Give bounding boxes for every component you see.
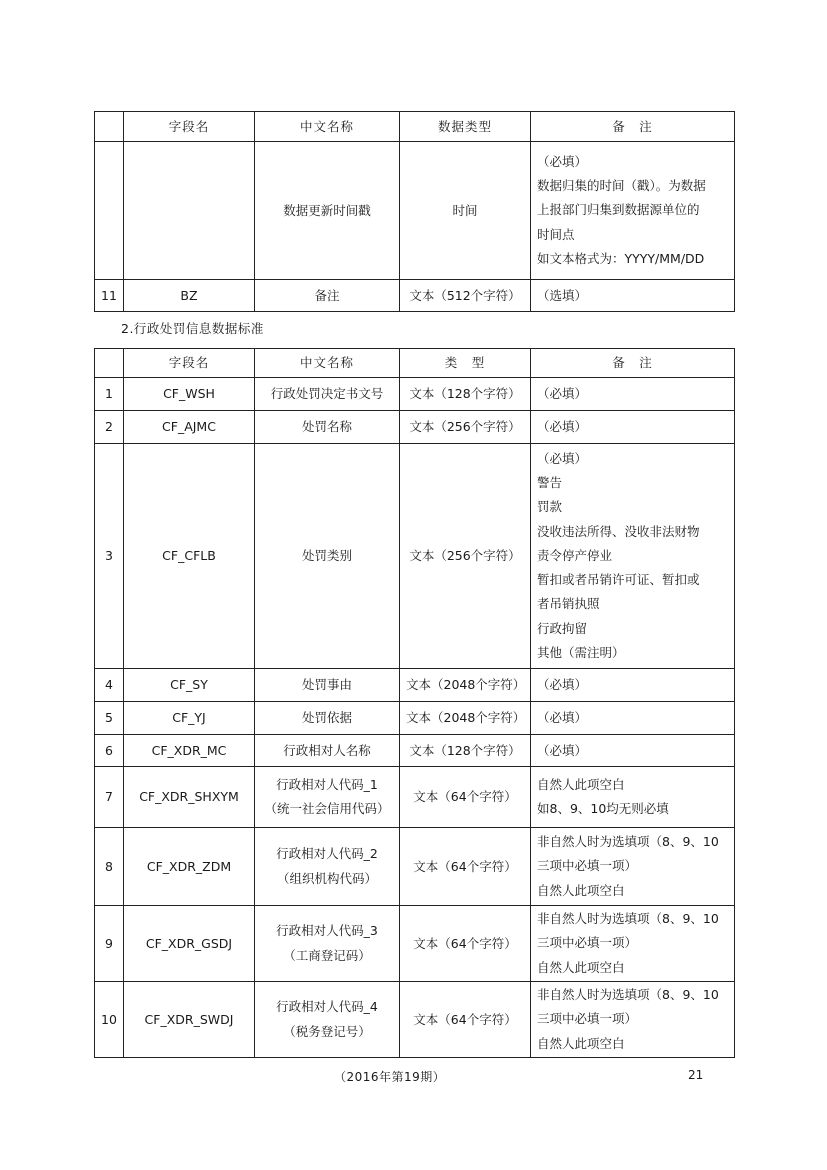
row-seq: [95, 142, 124, 280]
remark-line: 没收违法所得、没收非法财物: [537, 523, 700, 539]
row-chinese-name: 行政处罚决定书文号: [255, 378, 400, 411]
row-chinese-name: 备注: [255, 280, 400, 312]
remark-line: 三项中必填一项）: [537, 858, 638, 874]
name-line: 行政相对人代码_2: [276, 846, 378, 862]
remark-line: （必填）: [537, 153, 588, 169]
row-seq: 4: [95, 669, 124, 702]
table-row: [95, 735, 735, 767]
row-remark: （选填）: [531, 280, 735, 312]
table-header-row: [95, 112, 735, 142]
remark-line: 三项中必填一项）: [537, 935, 638, 951]
data-standard-table-continued: [94, 111, 735, 312]
header-data-type: 数据类型: [400, 112, 531, 142]
row-chinese-name: [255, 906, 400, 982]
table-row: [95, 828, 735, 906]
table-row: [95, 280, 735, 312]
name-line: （组织机构代码）: [276, 870, 377, 886]
header-chinese-name: 中文名称: [255, 112, 400, 142]
table-row: [95, 702, 735, 735]
row-remark: [531, 142, 735, 280]
row-field-name: CF_XDR_SHXYM: [124, 767, 255, 828]
row-chinese-name: 处罚事由: [255, 669, 400, 702]
remark-line: 责令停产停业: [537, 547, 613, 563]
remark-line: 数据归集的时间（戳）。为数据: [537, 178, 706, 194]
remark-line: 自然人此项空白: [537, 882, 625, 898]
row-seq: 1: [95, 378, 124, 411]
name-line: 行政相对人代码_3: [276, 923, 378, 939]
table-row: [95, 669, 735, 702]
remark-line: 如文本格式为：YYYY/MM/DD: [537, 250, 705, 266]
row-remark: （必填）: [531, 378, 735, 411]
row-chinese-name: 处罚类别: [255, 444, 400, 669]
header-chinese-name: 中文名称: [255, 349, 400, 378]
row-type: 文本（64个字符）: [400, 767, 531, 828]
header-field-name: 字段名: [124, 349, 255, 378]
remark-line: 行政拘留: [537, 620, 588, 636]
name-line: （工商登记码）: [283, 947, 371, 963]
remark-line: 时间点: [537, 226, 575, 242]
row-type: 文本（256个字符）: [400, 411, 531, 444]
row-remark: [531, 767, 735, 828]
row-chinese-name: [255, 828, 400, 906]
row-field-name: BZ: [124, 280, 255, 312]
row-field-name: [124, 142, 255, 280]
row-type: 文本（256个字符）: [400, 444, 531, 669]
header-seq: [95, 112, 124, 142]
remark-line: 罚款: [537, 499, 563, 515]
remark-line: 非自然人时为选填项（8、9、10: [537, 987, 719, 1003]
row-remark: （必填）: [531, 669, 735, 702]
table-row: [95, 378, 735, 411]
row-chinese-name: [255, 982, 400, 1058]
row-field-name: CF_XDR_ZDM: [124, 828, 255, 906]
name-line: 行政相对人代码_1: [276, 776, 378, 792]
name-line: （税务登记号）: [283, 1023, 371, 1039]
row-field-name: CF_AJMC: [124, 411, 255, 444]
footer-issue-label: （2016年第19期）: [334, 1070, 446, 1084]
row-seq: 3: [95, 444, 124, 669]
row-remark: [531, 906, 735, 982]
remark-line: （必填）: [537, 450, 588, 466]
row-chinese-name: [255, 767, 400, 828]
table-row: [95, 906, 735, 982]
remark-line: 如8、9、10均无则必填: [537, 801, 669, 816]
penalty-data-standard-table: [94, 348, 735, 1058]
header-remark: 备 注: [531, 349, 735, 378]
row-type: 文本（128个字符）: [400, 378, 531, 411]
row-type: 时间: [400, 142, 531, 280]
header-type: 类 型: [400, 349, 531, 378]
row-type: 文本（64个字符）: [400, 828, 531, 906]
row-type: 文本（64个字符）: [400, 906, 531, 982]
remark-line: 自然人此项空白: [537, 1035, 625, 1051]
remark-line: 其他（需注明）: [537, 645, 625, 661]
remark-line: 三项中必填一项）: [537, 1011, 638, 1027]
header-field-name: 字段名: [124, 112, 255, 142]
table-row: [95, 767, 735, 828]
table-row: [95, 411, 735, 444]
row-seq: 6: [95, 735, 124, 767]
row-seq: 10: [95, 982, 124, 1058]
row-field-name: CF_XDR_SWDJ: [124, 982, 255, 1058]
row-chinese-name: 数据更新时间戳: [255, 142, 400, 280]
row-type: 文本（2048个字符）: [400, 702, 531, 735]
remark-line: 自然人此项空白: [537, 776, 625, 792]
row-type: 文本（128个字符）: [400, 735, 531, 767]
row-type: 文本（2048个字符）: [400, 669, 531, 702]
row-chinese-name: 处罚依据: [255, 702, 400, 735]
row-seq: 11: [95, 280, 124, 312]
row-field-name: CF_WSH: [124, 378, 255, 411]
row-field-name: CF_YJ: [124, 702, 255, 735]
remark-line: 自然人此项空白: [537, 959, 625, 975]
row-seq: 9: [95, 906, 124, 982]
page-number: 21: [688, 1068, 704, 1082]
remark-line: 警告: [537, 474, 563, 490]
remark-line: 非自然人时为选填项（8、9、10: [537, 911, 719, 927]
header-remark: 备 注: [531, 112, 735, 142]
row-remark: [531, 444, 735, 669]
row-remark: （必填）: [531, 702, 735, 735]
row-type: 文本（512个字符）: [400, 280, 531, 312]
remark-line: 暂扣或者吊销许可证、暂扣或: [537, 572, 700, 588]
remark-line: 者吊销执照: [537, 596, 600, 612]
row-chinese-name: 处罚名称: [255, 411, 400, 444]
row-seq: 5: [95, 702, 124, 735]
row-chinese-name: 行政相对人名称: [255, 735, 400, 767]
header-seq: [95, 349, 124, 378]
row-field-name: CF_CFLB: [124, 444, 255, 669]
row-type: 文本（64个字符）: [400, 982, 531, 1058]
table-row: [95, 444, 735, 669]
row-field-name: CF_SY: [124, 669, 255, 702]
section-heading: 2.行政处罚信息数据标准: [121, 321, 264, 336]
row-field-name: CF_XDR_MC: [124, 735, 255, 767]
remark-line: 上报部门归集到数据源单位的: [537, 202, 700, 218]
name-line: （统一社会信用代码）: [264, 801, 390, 816]
row-field-name: CF_XDR_GSDJ: [124, 906, 255, 982]
remark-line: 非自然人时为选填项（8、9、10: [537, 834, 719, 850]
row-remark: （必填）: [531, 735, 735, 767]
row-seq: 8: [95, 828, 124, 906]
table-row: [95, 142, 735, 280]
row-seq: 2: [95, 411, 124, 444]
row-seq: 7: [95, 767, 124, 828]
table-header-row: [95, 349, 735, 378]
name-line: 行政相对人代码_4: [276, 999, 378, 1015]
row-remark: （必填）: [531, 411, 735, 444]
row-remark: [531, 982, 735, 1058]
table-row: [95, 982, 735, 1058]
row-remark: [531, 828, 735, 906]
